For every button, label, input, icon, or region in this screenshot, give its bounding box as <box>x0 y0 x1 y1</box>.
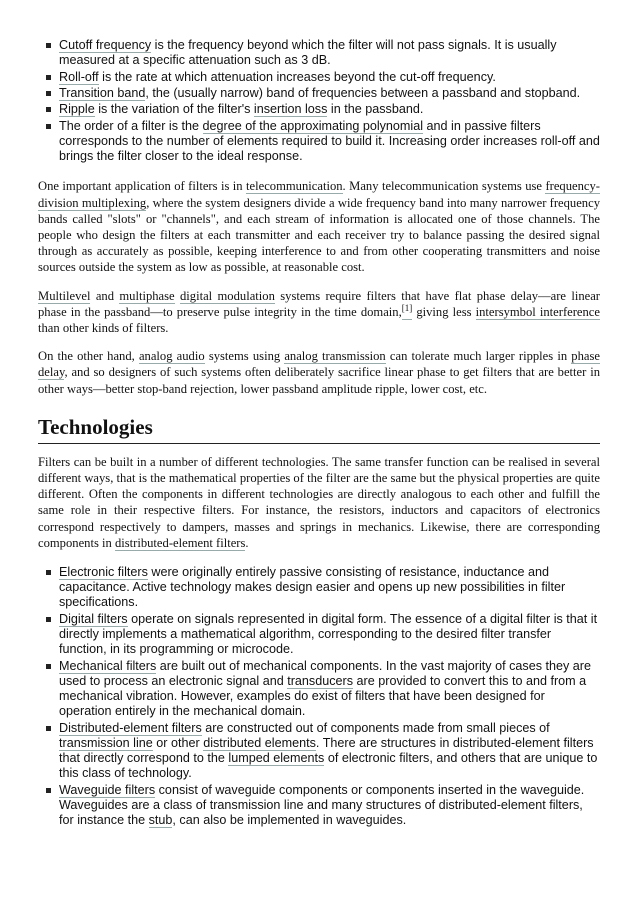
list-item <box>59 783 600 829</box>
text-run: giving less <box>412 304 476 319</box>
text-run: consist of waveguide components or components inserted in the waveguide. Waveguides are a class of transmission line and many structures of distributed-element filters, for instance the <box>59 782 585 828</box>
section-heading-technologies: Technologies <box>38 415 600 444</box>
link-transducers[interactable]: transducers <box>287 673 354 688</box>
paragraph-digital-modulation <box>38 288 600 337</box>
text-run: . <box>245 535 249 550</box>
link-intersymbol-interference[interactable]: intersymbol interference <box>475 304 600 319</box>
technologies-list <box>38 565 600 828</box>
link-insertion-loss[interactable]: insertion loss <box>253 102 328 117</box>
text-run: , the (usually narrow) band of frequencies between a passband and stopband. <box>145 85 581 100</box>
text-run: One important application of filters is in <box>38 179 247 194</box>
text-run: in the passband. <box>327 102 424 117</box>
link-electronic-filters[interactable]: Electronic filters <box>59 565 148 580</box>
list-item <box>59 565 600 611</box>
text-run: Filters can be built in a number of different technologies. The same transfer function can be realised in several different ways, that is the mathematical properties of the filter are the same but the physical properties are quite different. Often the components in different technologies are directly analogous to each other and fulfill the same role in their respective filters. For instance, the resistors, inductors and capacitors of electronics correspond respectively to dampers, masses and springs in mechanics. Likewise, there are corresponding components in <box>38 454 600 550</box>
link-transmission-line[interactable]: transmission line <box>59 735 153 750</box>
text-run: and <box>90 288 120 303</box>
text-run: are provided to convert this to and from a mechanical vibration. However, examples do exist of filters that have been designed for operation entirely in the mechanical domain. <box>59 673 587 719</box>
link-roll-off[interactable]: Roll-off <box>59 69 99 84</box>
text-run: were originally entirely passive consisting of resistance, inductance and capacitance. Active technology makes design easier and opens up new possibilities in filter specifications. <box>59 565 566 610</box>
link-lumped-elements[interactable]: lumped elements <box>228 751 325 766</box>
link-ripple[interactable]: Ripple <box>59 102 95 117</box>
list-item <box>59 612 600 658</box>
text-run: can tolerate much larger ripples in <box>385 349 572 364</box>
paragraph-analog-audio <box>38 348 600 397</box>
text-run: are constructed out of components made from small pieces of <box>201 720 550 735</box>
link-distributed-element-filters[interactable]: Distributed-element filters <box>59 720 202 735</box>
text-run: , and so designers of such systems often deliberately sacrifice linear phase to get filters that are better in other ways—better stop-band rejection, lower passband amplitude ripple, lower cost, etc. <box>38 365 600 396</box>
list-item <box>59 70 600 85</box>
list-item <box>59 659 600 720</box>
list-item <box>59 86 600 101</box>
text-run: or other <box>152 735 204 750</box>
link-analog-transmission[interactable]: analog transmission <box>284 349 386 364</box>
text-run: is the variation of the filter's <box>94 102 254 117</box>
link-frequency-division-multiplexing[interactable]: frequency-division multiplexing <box>38 179 600 210</box>
link-waveguide-filters[interactable]: Waveguide filters <box>59 782 156 797</box>
link-multilevel[interactable]: Multilevel <box>38 288 91 303</box>
text-run: The order of a filter is the <box>59 118 203 133</box>
text-run: systems using <box>204 349 285 364</box>
text-run: . There are structures in distributed-element filters that directly correspond to the <box>59 735 594 766</box>
link-distributed-elements[interactable]: distributed elements <box>203 735 316 750</box>
link-analog-audio[interactable]: analog audio <box>138 349 205 364</box>
list-item <box>59 119 600 165</box>
text-run: systems require filters that have flat phase delay—are linear phase in the passband—to preserve pulse integrity in the time domain, <box>38 288 600 319</box>
text-run: and in passive filters corresponds to the number of elements required to build it. Increasing order increases roll-off and brings the filter closer to the ideal response. <box>59 118 600 164</box>
link-phase-delay[interactable]: phase delay <box>38 349 600 380</box>
link-degree-of-the-approximating-polynomial[interactable]: degree of the approximating polynomial <box>202 118 424 133</box>
paragraph-technologies <box>38 454 600 551</box>
link-stub[interactable]: stub <box>148 813 173 828</box>
text-run: are built out of mechanical components. In the vast majority of cases they are used to process an electronic signal and <box>59 658 592 688</box>
list-item <box>59 721 600 782</box>
text-run: operate on signals represented in digital form. The essence of a digital filter is that it directly implements a mathematical algorithm, corresponding to the desired filter transfer function, in its programming or microcode. <box>59 611 598 657</box>
link-mechanical-filters[interactable]: Mechanical filters <box>59 658 157 673</box>
link-1[interactable] <box>401 302 413 320</box>
link-transition-band[interactable]: Transition band <box>59 85 146 100</box>
link-digital-filters[interactable]: Digital filters <box>59 611 128 626</box>
text-run: , where the system designers divide a wide frequency band into many narrower frequency bands called "slots" or "channels", and each stream of information is allocated one of those channels. The people who design the filters at each transmitter and each receiver try to balance passing the desired signal through as accurately as possible, keeping interference to and from other cooperating transmitters and noise sources outside the system as low as possible, at reasonable cost. <box>38 195 600 275</box>
text-run: , can also be implemented in waveguides. <box>172 813 407 828</box>
article-body <box>38 38 600 829</box>
citation-ref: [1] <box>401 302 413 313</box>
paragraph-telecommunication <box>38 178 600 275</box>
link-cutoff-frequency[interactable]: Cutoff frequency <box>59 38 152 52</box>
filter-terms-list <box>38 38 600 164</box>
text-run: is the rate at which attenuation increases beyond the cut-off frequency. <box>98 69 496 84</box>
text-run: is the frequency beyond which the filter will not pass signals. It is usually measured at a specific attenuation such as 3 dB. <box>59 38 557 68</box>
link-distributed-element-filters[interactable]: distributed-element filters <box>114 535 246 550</box>
link-telecommunication[interactable]: telecommunication <box>246 179 343 194</box>
text-run: . Many telecommunication systems use <box>342 179 546 194</box>
link-digital-modulation[interactable]: digital modulation <box>179 288 275 303</box>
list-item <box>59 38 600 68</box>
list-item <box>59 102 600 117</box>
text-run: of electronic filters, and others that are unique to this class of technology. <box>59 751 598 781</box>
link-multiphase[interactable]: multiphase <box>119 288 175 303</box>
text-run: On the other hand, <box>38 349 139 364</box>
text-run: than other kinds of filters. <box>38 321 169 335</box>
